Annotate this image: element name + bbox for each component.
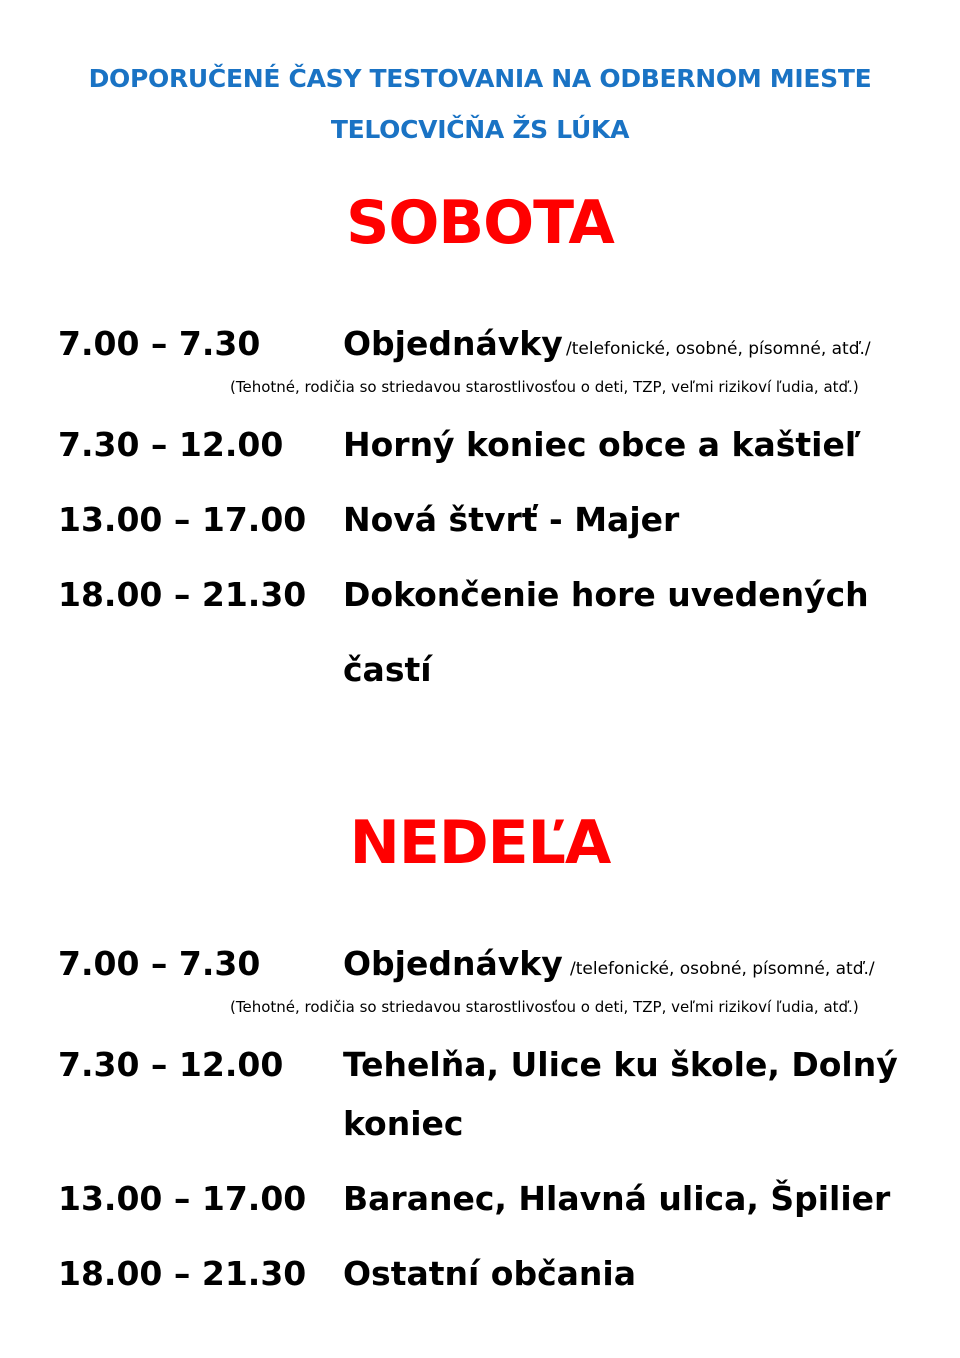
document-title: DOPORUČENÉ ČASY TESTOVANIA NA ODBERNOM MIESTE (88, 64, 872, 93)
saturday-time-4: 18.00 – 21.30 (58, 575, 307, 614)
saturday-place-4-continued: častí (343, 650, 432, 689)
sunday-time-1: 7.00 – 7.30 (58, 944, 261, 983)
saturday-time-3: 13.00 – 17.00 (58, 500, 307, 539)
sunday-order-methods: /telefonické, osobné, písomné, atď./ (570, 959, 875, 979)
sunday-place-1: Objednávky (343, 944, 563, 983)
saturday-place-4: Dokončenie hore uvedených (343, 575, 869, 614)
saturday-order-methods: /telefonické, osobné, písomné, atď./ (566, 339, 871, 359)
sunday-order-note: (Tehotné, rodičia so striedavou starostlivosťou o deti, TZP, veľmi rizikoví ľudia, atď.) (230, 998, 859, 1016)
saturday-time-2: 7.30 – 12.00 (58, 425, 284, 464)
saturday-order-note: (Tehotné, rodičia so striedavou starostlivosťou o deti, TZP, veľmi rizikoví ľudia, atď.) (230, 378, 859, 396)
sunday-place-2-continued: koniec (343, 1104, 464, 1143)
saturday-time-1: 7.00 – 7.30 (58, 324, 261, 363)
saturday-place-2: Horný koniec obce a kaštieľ (343, 425, 861, 464)
sunday-time-4: 18.00 – 21.30 (58, 1254, 307, 1293)
sunday-place-4: Ostatní občania (343, 1254, 637, 1293)
saturday-place-3: Nová štvrť - Majer (343, 500, 680, 539)
sunday-place-2: Tehelňa, Ulice ku škole, Dolný (343, 1045, 898, 1084)
document-subtitle: TELOCVIČŇA ŽS LÚKA (330, 115, 630, 144)
sunday-time-2: 7.30 – 12.00 (58, 1045, 284, 1084)
day-heading-sunday: NEDEĽA (349, 808, 611, 878)
saturday-place-1: Objednávky (343, 324, 563, 363)
sunday-time-3: 13.00 – 17.00 (58, 1179, 307, 1218)
day-heading-saturday: SOBOTA (346, 188, 614, 258)
sunday-place-3: Baranec, Hlavná ulica, Špilier (343, 1179, 891, 1218)
